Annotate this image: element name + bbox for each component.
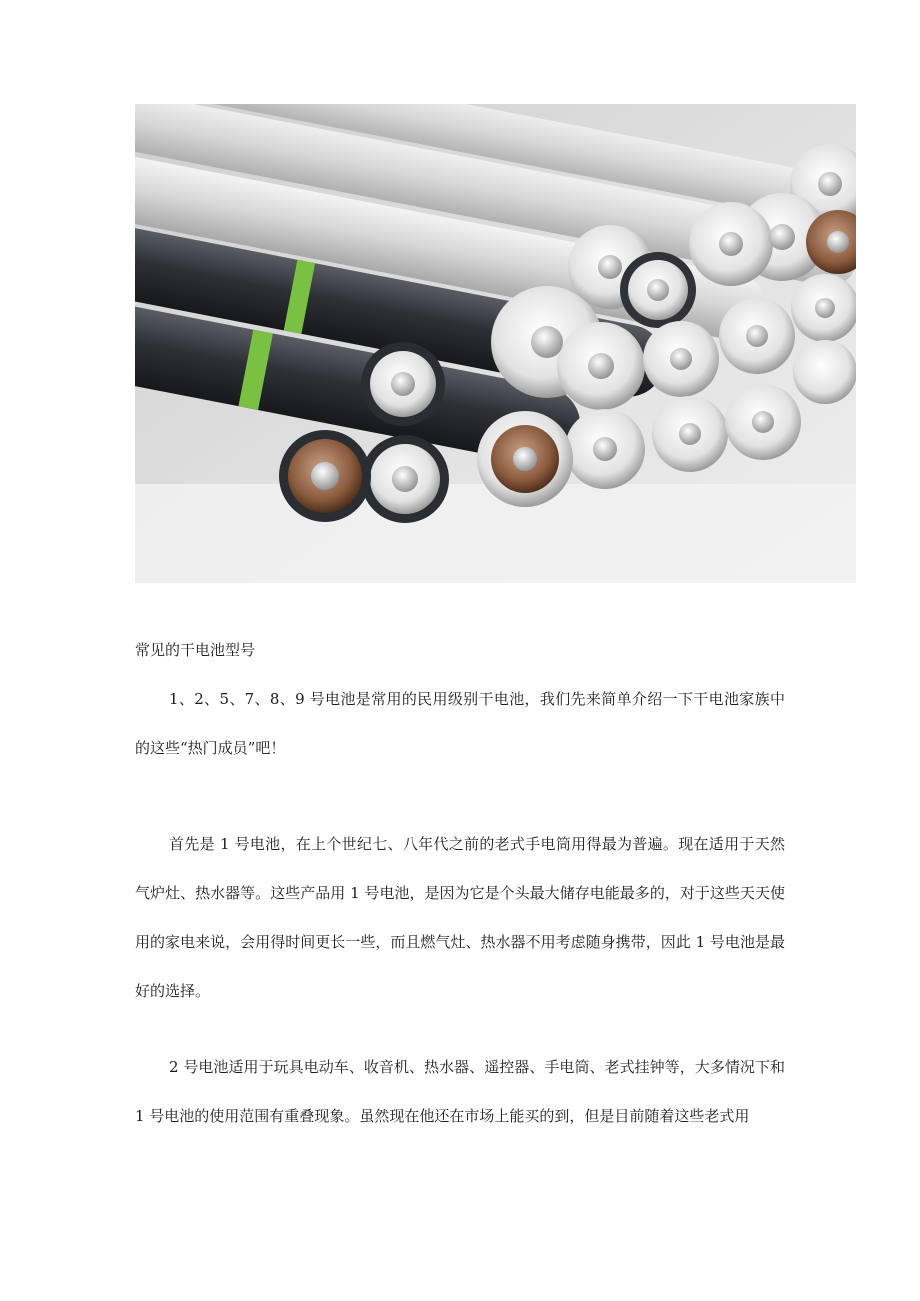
paragraph-size-2-battery: 2 号电池适用于玩具电动车、收音机、热水器、遥控器、手电筒、老式挂钟等，大多情况下和 1 号电池的使用范围有重叠现象。虽然现在他还在市场上能买的到，但是目前随着这些老式用 <box>135 1058 785 1125</box>
paragraph-intro: 1、2、5、7、8、9 号电池是常用的民用级别干电池，我们先来简单介绍一下干电池家族中的这些“热门成员”吧！ <box>135 690 785 757</box>
paragraph-size-1-battery: 首先是 1 号电池，在上个世纪七、八年代之前的老式手电筒用得最为普遍。现在适用于天然气炉灶、热水器等。这些产品用 1 号电池，是因为它是个头最大储存电能最多的，对于这些天天使用的家电来说，会用得时间更长一些，而且燃气灶、热水器不用考虑随身携带，因此 1 号电池是最好的选择。 <box>135 835 785 1000</box>
battery-photo-illustration <box>135 104 856 583</box>
battery-photo <box>135 104 856 583</box>
section-heading: 常见的干电池型号 <box>135 641 256 659</box>
